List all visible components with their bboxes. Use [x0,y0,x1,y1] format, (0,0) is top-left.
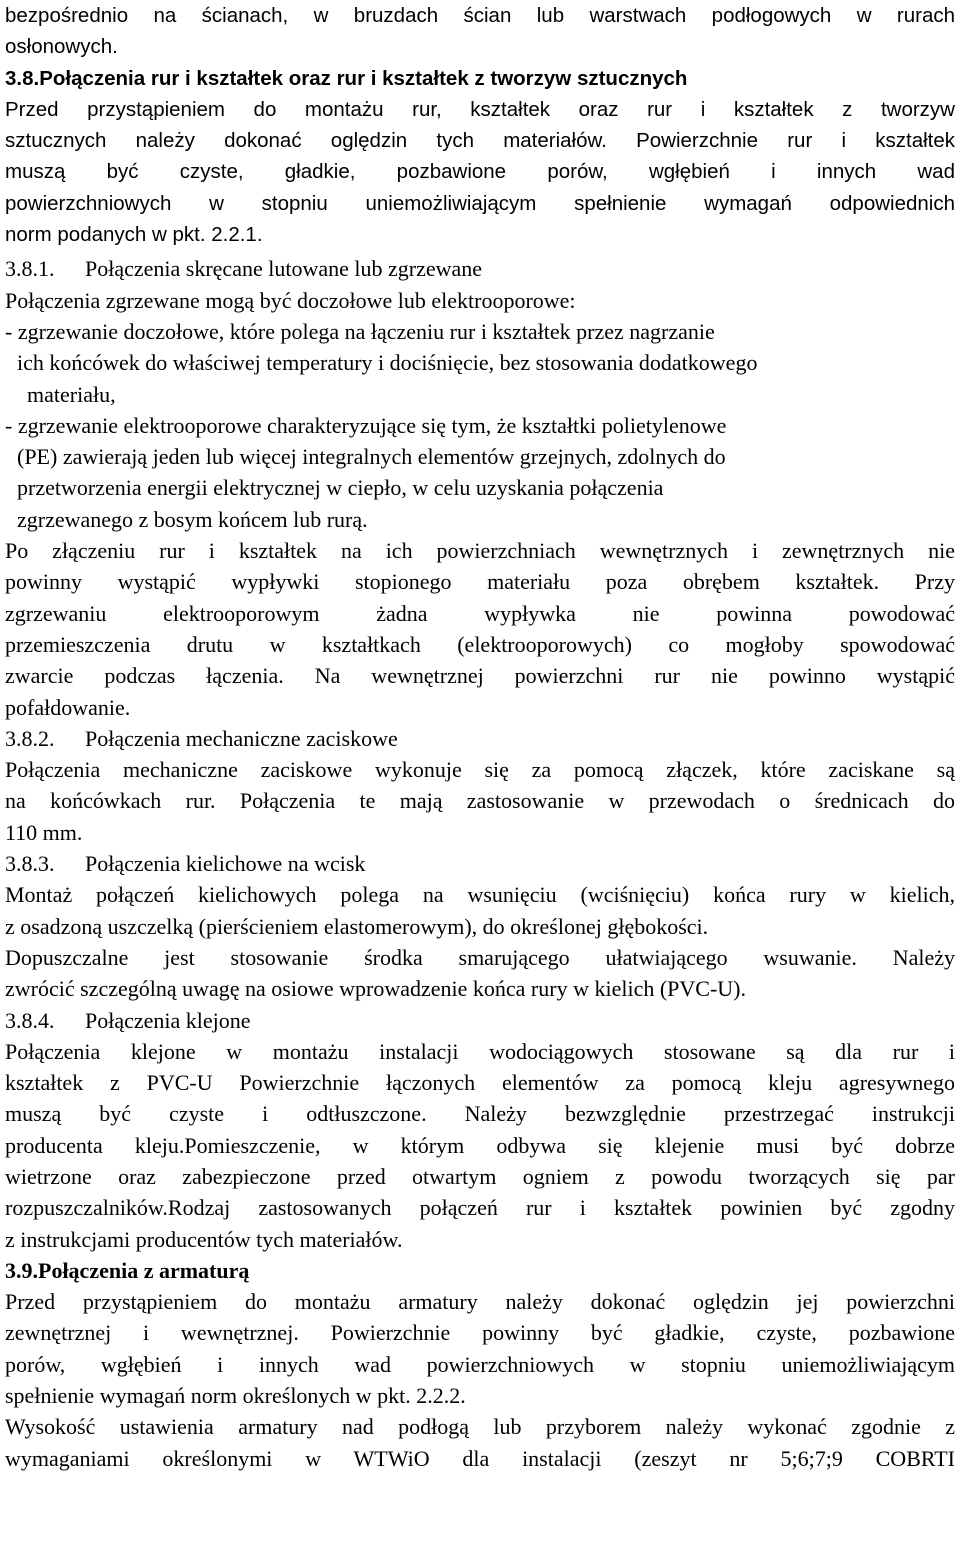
text-line: wymaganiami określonymi w WTWiO dla instalacji (zeszyt nr 5;6;7;9 COBRTI [5,1445,955,1471]
text-line: osłonowych. [5,35,118,59]
subsection-number: 3.8.4. [5,1007,55,1033]
text-line: zwarcie podczas łączenia. Na wewnętrznej powierzchni rur nie powinno wystąpić [5,663,955,689]
text-line: na końcówkach rur. Połączenia te mają zastosowanie w przewodach o średnicach do [5,788,955,814]
subsection-title: Połączenia skręcane lutowane lub zgrzewane [85,256,483,282]
text-line: Wysokość ustawienia armatury nad podłogą lub przyborem należy wykonać zgodnie z [5,1414,955,1440]
text-line: muszą być czyste, gładkie, pozbawione porów, wgłębień i innych wad [5,160,955,184]
intro-paragraph [5,0,955,94]
list-item-continuation: zgrzewanego z bosym końcem lub rurą. [17,506,368,532]
text-line: Dopuszczalne jest stosowanie środka smarującego ułatwiającego wsuwanie. Należy [5,944,955,970]
subsection-title: Połączenia kielichowe na wcisk [85,851,366,877]
text-line: Połączenia zgrzewane mogą być doczołowe lub elektrooporowe: [5,287,576,313]
text-line: 110 mm. [5,819,83,845]
text-line: Połączenia mechaniczne zaciskowe wykonuje się za pomocą złączek, które zaciskane są [5,757,955,783]
text-line: z osadzoną uszczelką (pierścieniem elastomerowym), do określonej głębokości. [5,913,709,939]
document-page [5,0,955,1474]
subsection-title: Połączenia klejone [85,1007,251,1033]
subsection-heading [5,848,955,879]
list-item-continuation: przetworzenia energii elektrycznej w ciepło, w celu uzyskania połączenia [17,475,664,501]
text-line: wietrzone oraz zabezpieczone przed otwartym ogniem z powodu tworzących się par [5,1163,955,1189]
section-3-8-4 [5,1005,955,1255]
text-line: powierzchniowych w stopniu uniemożliwiającym spełnienie wymagań odpowiednich [5,191,955,215]
section-3-8-1 [5,253,955,722]
text-line: powinny wystąpić wypływki stopionego materiału poza obrębem kształtek. Przy [5,569,955,595]
text-line: Montaż połączeń kielichowych polega na wsunięciu (wciśnięciu) końca rury w kielich, [5,882,955,908]
text-line: zwrócić szczególną uwagę na osiowe wprowadzenie końca rury w kielich (PVC-U). [5,976,746,1002]
section-heading-3-8: 3.8.Połączenia rur i kształtek oraz rur i kształtek z tworzyw sztucznych [5,66,688,90]
subsection-heading [5,253,955,284]
text-line: Po złączeniu rur i kształtek na ich powierzchniach wewnętrznych i zewnętrznych nie [5,538,955,564]
text-line: norm podanych w pkt. 2.2.1. [5,223,263,247]
text-line: pofałdowanie. [5,694,131,720]
text-line: spełnienie wymagań norm określonych w pkt. 2.2.2. [5,1383,466,1409]
paragraph-inspection [5,94,955,250]
text-line: z instrukcjami producentów tych materiałów. [5,1226,403,1252]
list-item-continuation: ich końcówek do właściwej temperatury i dociśnięcie, bez stosowania dodatkowego [17,350,758,376]
section-3-9 [5,1255,955,1474]
list-item: - zgrzewanie doczołowe, które polega na łączeniu rur i kształtek przez nagrzanie [5,318,715,344]
text-line: producenta kleju.Pomieszczenie, w którym odbywa się klejenie musi być dobrze [5,1132,955,1158]
section-heading-3-9: 3.9.Połączenia z armaturą [5,1257,250,1283]
text-line: Połączenia klejone w montażu instalacji wodociągowych stosowane są dla rur i [5,1038,955,1064]
text-line: muszą być czyste i odtłuszczone. Należy bezwzględnie przestrzegać instrukcji [5,1101,955,1127]
subsection-number: 3.8.1. [5,256,55,282]
text-line: przemieszczenia drutu w kształtkach (elektrooporowych) co mogłoby spowodować [5,631,955,657]
text-line: Przed przystąpieniem do montażu rur, kształtek oraz rur i kształtek z tworzyw [5,97,955,121]
subsection-number: 3.8.2. [5,725,55,751]
list-item-continuation: materiału, [27,381,116,407]
text-line: Przed przystąpieniem do montażu armatury należy dokonać oględzin jej powierzchni [5,1289,955,1315]
text-line: kształtek z PVC-U Powierzchnie łączonych elementów za pomocą kleju agresywnego [5,1070,955,1096]
text-line: bezpośrednio na ścianach, w bruzdach ścian lub warstwach podłogowych w rurach [5,4,955,27]
text-line: zgrzewaniu elektrooporowym żadna wypływka nie powinna powodować [5,600,955,626]
subsection-title: Połączenia mechaniczne zaciskowe [85,725,398,751]
subsection-number: 3.8.3. [5,851,55,877]
subsection-heading [5,723,955,754]
list-item: - zgrzewanie elektrooporowe charakteryzujące się tym, że kształtki polietylenowe [5,412,727,438]
text-line: zewnętrznej i wewnętrznej. Powierzchnie powinny być gładkie, czyste, pozbawione [5,1320,955,1346]
subsection-heading [5,1005,955,1036]
text-line: porów, wgłębień i innych wad powierzchniowych w stopniu uniemożliwiającym [5,1351,955,1377]
text-line: rozpuszczalników.Rodzaj zastosowanych połączeń rur i kształtek powinien być zgodny [5,1195,955,1221]
section-3-8-3 [5,848,955,1004]
section-3-8-2 [5,723,955,848]
list-item-continuation: (PE) zawierają jeden lub więcej integralnych elementów grzejnych, zdolnych do [17,444,726,470]
text-line: sztucznych należy dokonać oględzin tych materiałów. Powierzchnie rur i kształtek [5,129,955,153]
